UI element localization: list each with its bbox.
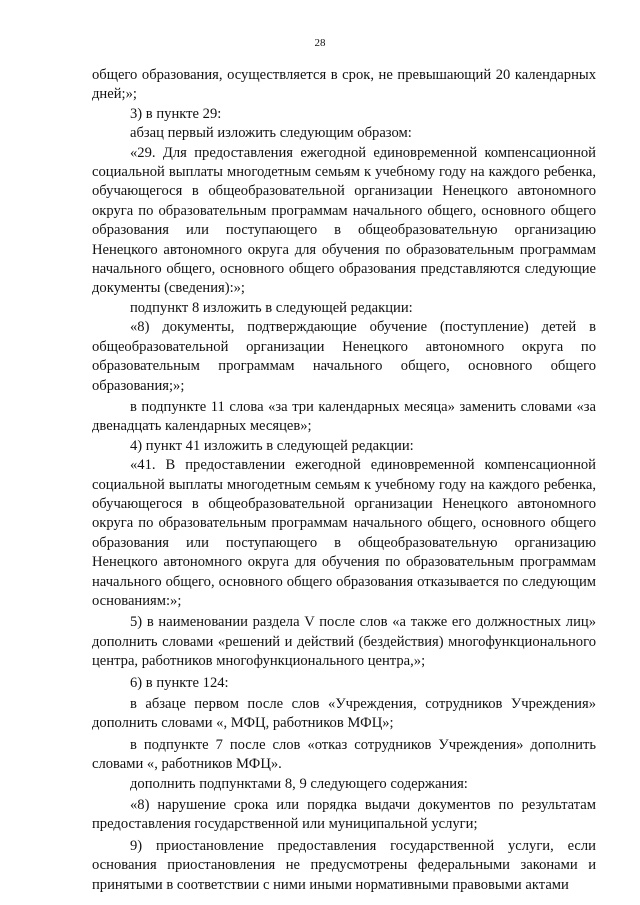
paragraph-subitem-9: 9) приостановление предоставления государственной услуги, если основания приостановления не предусмотрены федеральными законами и принятыми в соответствии с ними иными нормативными правовыми актами [92,837,596,893]
page-number: 28 [314,37,326,49]
paragraph-quote-41: «41. В предоставлении ежегодной единовременной компенсационной социальной выплаты многодетным семьям к учебному году на каждого ребенка, обучающегося в общеобразовательной организации Ненецкого автономного округа по образовательным программам начального общего, основного общего образования или поступающего в общеобразовательную организацию Ненецкого автономного округа для обучения по образовательным программам начального общего, основного общего образования отказывается по следующим основаниям:»; [92,457,596,609]
paragraph-subitem-7-addition: в подпункте 7 после слов «отказ сотрудников Учреждения» дополнить словами «, работников МФЦ». [92,736,596,773]
paragraph-add-subitems: дополнить подпунктами 8, 9 следующего содержания: [130,775,468,792]
paragraph-continuation: общего образования, осуществляется в срок, не превышающий 20 календарных дней;»; [92,67,596,103]
paragraph-abzac-first-addition: в абзаце первом после слов «Учреждения, сотрудников Учреждения» дополнить словами «, МФЦ, работников МФЦ»; [92,696,596,732]
paragraph-quote-subitem-8: «8) нарушение срока или порядка выдачи документов по результатам предоставления государственной или муниципальной услуги; [92,797,596,833]
paragraph-abzac-first: абзац первый изложить следующим образом: [130,125,412,142]
paragraph-item-5: 5) в наименовании раздела V после слов «а также его должностных лиц» дополнить словами «решений и действий (бездействия) многофункционального центра, работников многофункционального центра,»; [92,614,596,670]
paragraph-quote-29: «29. Для предоставления ежегодной единовременной компенсационной социальной выплаты многодетным семьям к учебному году на каждого ребенка, обучающегося в общеобразовательной организации Ненецкого автономного округа по образовательным программам начального общего, основного общего образования или поступающего в общеобразовательную организацию Ненецкого автономного округа для обучения по образовательным программам начального общего, основного общего образования представляются следующие документы (сведения):»; [92,144,596,297]
paragraph-item-6: 6) в пункте 124: [130,674,229,691]
paragraph-item-3: 3) в пункте 29: [130,105,222,122]
paragraph-subitem-11: в подпункте 11 слова «за три календарных месяца» заменить словами «за двенадцать календарных месяцев»; [92,398,596,435]
paragraph-quote-8: «8) документы, подтверждающие обучение (поступление) детей в общеобразовательной организации Ненецкого автономного округа по образовательным программам начального общего, основного общего образования;»; [92,319,596,394]
paragraph-subitem-8-instruction: подпункт 8 изложить в следующей редакции: [130,299,413,316]
document-body [92,66,596,895]
paragraph-item-4: 4) пункт 41 изложить в следующей редакции: [130,437,414,454]
